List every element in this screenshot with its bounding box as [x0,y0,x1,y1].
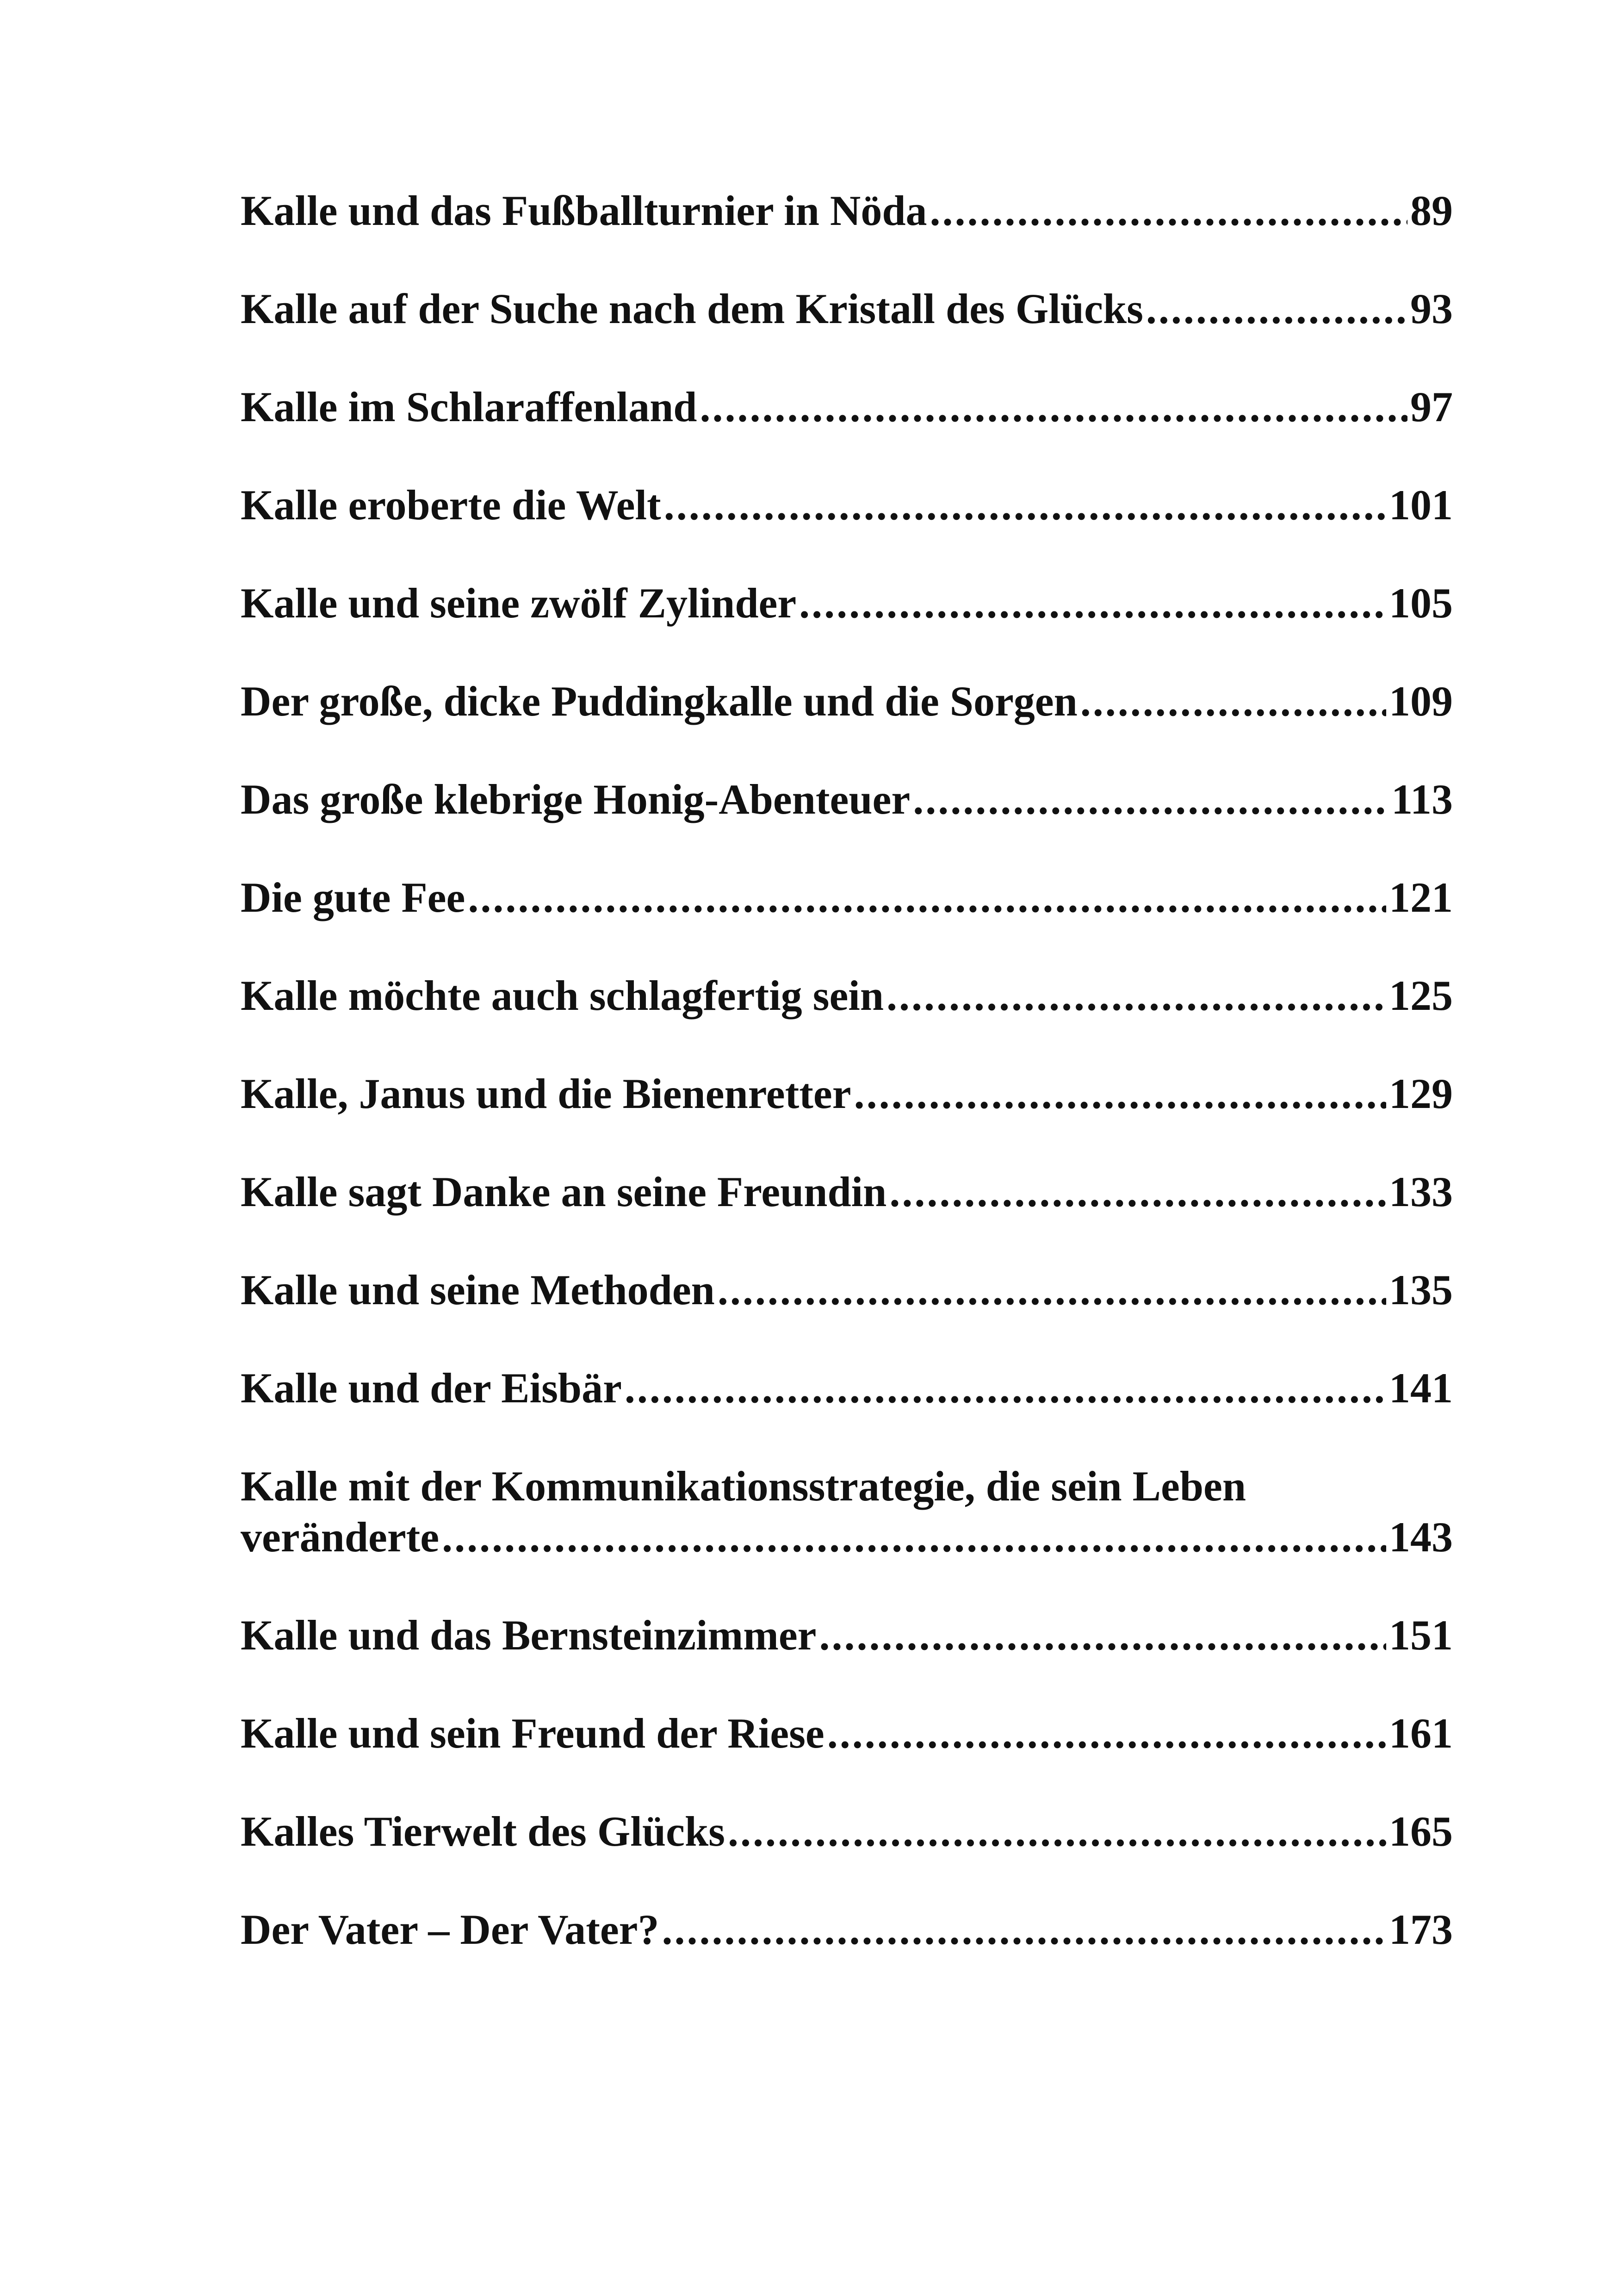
toc-dot-leader [827,1708,1386,1759]
toc-entry-title-line2: veränderte [241,1513,440,1561]
toc-entry[interactable] [241,1610,1453,1661]
toc-entry-page: 161 [1389,1710,1453,1757]
toc-dot-leader [700,381,1407,432]
toc-dot-leader [930,185,1408,236]
toc-entry-page: 151 [1389,1612,1453,1659]
toc-entry[interactable] [241,185,1453,236]
toc-entry[interactable] [241,1708,1453,1759]
toc-dot-leader [854,1068,1386,1119]
toc-entry-page: 121 [1389,874,1453,921]
toc-dot-leader [718,1264,1386,1315]
toc-entry[interactable] [241,1904,1453,1955]
toc-entry[interactable] [241,1068,1453,1119]
toc-entry[interactable] [241,283,1453,334]
toc-entry[interactable] [241,381,1453,432]
toc-entry-page: 143 [1389,1513,1453,1561]
toc-entry-title: Kalle im Schlaraffenland [241,383,697,430]
toc-entry-page: 133 [1389,1168,1453,1215]
toc-entry-page: 109 [1389,678,1453,725]
toc-dot-leader [468,872,1386,923]
toc-dot-leader [664,479,1386,530]
toc-entry[interactable] [241,676,1453,727]
toc-dot-leader [913,774,1389,825]
toc-entry-page: 97 [1410,383,1453,430]
toc-entry[interactable] [241,578,1453,628]
toc-entry-title: Kalle auf der Suche nach dem Kristall des Glücks [241,285,1143,332]
toc-dot-leader [799,578,1386,628]
toc-entry[interactable] [241,1363,1453,1413]
toc-entry-title: Kalle und sein Freund der Riese [241,1710,824,1757]
toc-entry-page: 105 [1389,579,1453,627]
toc-entry-page: 125 [1389,972,1453,1019]
toc-entry-title: Das große klebrige Honig-Abenteuer [241,776,911,823]
toc-dot-leader [1080,676,1386,727]
toc-entry-page: 165 [1389,1808,1453,1855]
toc-dot-leader [819,1610,1386,1661]
toc-entry-page: 135 [1389,1266,1453,1313]
toc-dot-leader [1146,283,1407,334]
toc-entry-title: Kalle eroberte die Welt [241,481,661,529]
toc-entry-page: 89 [1410,187,1453,234]
toc-entry-page: 113 [1391,776,1453,823]
toc-entry-page: 93 [1410,285,1453,332]
toc-entry-page: 101 [1389,481,1453,529]
toc-entry-title: Kalle, Janus und die Bienenretter [241,1070,851,1117]
toc-entry-title: Kalle sagt Danke an seine Freundin [241,1168,887,1215]
toc-entry[interactable] [241,872,1453,923]
toc-dot-leader [625,1363,1386,1413]
toc-entry-title: Kalles Tierwelt des Glücks [241,1808,725,1855]
toc-entry-title: Kalle und seine Methoden [241,1266,715,1313]
toc-entry-title: Kalle und der Eisbär [241,1364,622,1412]
toc-dot-leader [442,1512,1386,1562]
toc-entry-title: Der große, dicke Puddingkalle und die Sorgen [241,678,1078,725]
toc-entry-page: 129 [1389,1070,1453,1117]
toc-entry-page: 173 [1389,1906,1453,1953]
toc-entry-title-line1: Kalle mit der Kommunikationsstrategie, die sein Leben [241,1462,1246,1510]
toc-entry-title: Kalle und das Bernsteinzimmer [241,1612,817,1659]
toc-entry[interactable] [241,774,1453,825]
toc-entry[interactable] [241,1166,1453,1217]
toc-dot-leader [728,1806,1386,1857]
toc-entry[interactable] [241,1461,1453,1562]
toc-entry-title: Der Vater – Der Vater? [241,1906,659,1953]
table-of-contents [241,185,1453,2002]
toc-dot-leader [889,1166,1386,1217]
toc-entry-title: Die gute Fee [241,874,465,921]
toc-entry[interactable] [241,970,1453,1021]
toc-entry[interactable] [241,1806,1453,1857]
toc-entry-page: 141 [1389,1364,1453,1412]
toc-dot-leader [662,1904,1386,1955]
toc-entry-title: Kalle möchte auch schlagfertig sein [241,972,884,1019]
toc-dot-leader [886,970,1386,1021]
toc-entry-title: Kalle und das Fußballturnier in Nöda [241,187,927,234]
toc-entry[interactable] [241,1264,1453,1315]
toc-entry-title: Kalle und seine zwölf Zylinder [241,579,797,627]
toc-entry[interactable] [241,479,1453,530]
